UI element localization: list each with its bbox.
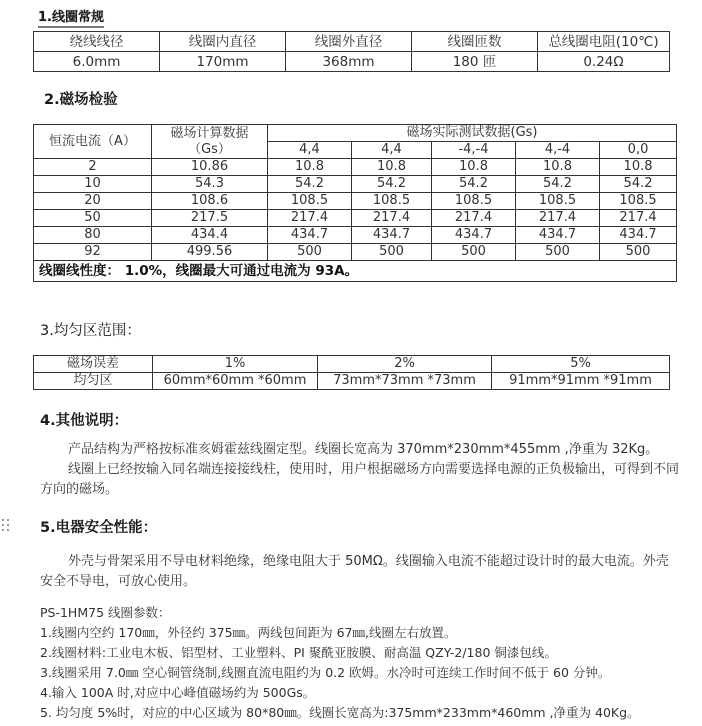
position-cell: 0,0 (600, 142, 677, 159)
current-cell: 92 (34, 244, 152, 261)
measured-cell: 434.7 (600, 227, 677, 244)
measured-cell: 434.7 (352, 227, 432, 244)
position-cell: -4,-4 (432, 142, 516, 159)
measured-cell: 217.4 (432, 210, 516, 227)
section1-title: 1.线圈常规 (38, 6, 104, 28)
value-cell: 368mm (286, 52, 412, 72)
paragraph: 产品结构为严格按标准亥姆霍兹线圈定型。线圈长宽高为 370mm*230mm*455mm ,净重为 32Kg。 (68, 442, 659, 457)
current-cell: 80 (34, 227, 152, 244)
value-cell: 180 匝 (412, 52, 538, 72)
uniform-zone-table (33, 355, 670, 390)
spec-line: 4.输入 100A 时,对应中心峰值磁场约为 500Gs。 (40, 685, 316, 700)
measured-cell: 217.4 (352, 210, 432, 227)
measured-cell: 108.5 (600, 193, 677, 210)
table-row (34, 52, 670, 72)
measured-cell: 10.8 (516, 159, 600, 176)
position-cell: 4,4 (352, 142, 432, 159)
calc-cell: 499.56 (152, 244, 268, 261)
measured-cell: 10.8 (600, 159, 677, 176)
measured-cell: 108.5 (352, 193, 432, 210)
zone-cell: 73mm*73mm *73mm (318, 373, 492, 390)
measured-cell: 10.8 (432, 159, 516, 176)
position-cell: 4,4 (268, 142, 352, 159)
calc-cell: 54.3 (152, 176, 268, 193)
header-cell: 线圈匝数 (412, 32, 538, 52)
error-cell: 2% (318, 356, 492, 373)
measured-cell: 10.8 (352, 159, 432, 176)
measured-cell: 217.4 (600, 210, 677, 227)
table-header-row (34, 125, 677, 142)
section2-title: 2.磁场检验 (44, 92, 118, 108)
calc-cell: 108.6 (152, 193, 268, 210)
value-cell: 170mm (160, 52, 286, 72)
table-row (34, 210, 677, 227)
table-row (34, 227, 677, 244)
spec-line: 1.线圈内空约 170㎜，外径约 375㎜。两线包间距为 67㎜,线圈左右放置。 (40, 625, 457, 640)
measured-cell: 500 (432, 244, 516, 261)
error-cell: 5% (492, 356, 670, 373)
header-cell: 线圈外直径 (286, 32, 412, 52)
measured-cell: 54.2 (600, 176, 677, 193)
magnetic-field-table (33, 124, 677, 282)
section5-title: 5.电器安全性能： (40, 520, 158, 536)
table-row (34, 193, 677, 210)
current-cell: 20 (34, 193, 152, 210)
measured-cell: 217.4 (516, 210, 600, 227)
header-calc: 磁场计算数据（Gs） (152, 125, 268, 159)
measured-cell: 500 (268, 244, 352, 261)
current-cell: 10 (34, 176, 152, 193)
measured-cell: 108.5 (516, 193, 600, 210)
measured-cell: 54.2 (268, 176, 352, 193)
section3-title: 3.均匀区范围： (40, 323, 141, 339)
spec-line: 5. 均匀度 5%时，对应的中心区域为 80*80㎜。线圈长宽高为:375mm*233mm*460mm ,净重为 40Kg。 (40, 705, 640, 720)
table-header-row (34, 32, 670, 52)
measured-cell: 54.2 (352, 176, 432, 193)
measured-cell: 54.2 (432, 176, 516, 193)
row-label: 均匀区 (34, 373, 153, 390)
measured-cell: 108.5 (432, 193, 516, 210)
row-label: 磁场误差 (34, 356, 153, 373)
coil-spec-table (33, 31, 670, 72)
measured-cell: 10.8 (268, 159, 352, 176)
table-row (34, 373, 670, 390)
header-cell: 绕线线径 (34, 32, 160, 52)
measured-cell: 434.7 (268, 227, 352, 244)
paragraph: 线圈上已经按输入同名端连接接线柱，使用时，用户根据磁场方向需要选择电源的正负极输出，可得到不同方向的磁场。 (40, 462, 680, 497)
measured-cell: 54.2 (516, 176, 600, 193)
linearity-note: 线圈线性度： 1.0%，线圈最大可通过电流为 93A。 (34, 261, 677, 282)
value-cell: 6.0mm (34, 52, 160, 72)
measured-cell: 434.7 (432, 227, 516, 244)
table-row (34, 176, 677, 193)
measured-cell: 500 (352, 244, 432, 261)
calc-cell: 217.5 (152, 210, 268, 227)
header-measured: 磁场实际测试数据(Gs) (268, 125, 677, 142)
paragraph: 外壳与骨架采用不导电材料绝缘，绝缘电阻大于 50MΩ。线圈输入电流不能超过设计时的最大电流。外壳安全不导电，可放心使用。 (40, 554, 669, 589)
measured-cell: 500 (600, 244, 677, 261)
section4-title: 4.其他说明： (40, 413, 129, 429)
measured-cell: 217.4 (268, 210, 352, 227)
table-row (34, 244, 677, 261)
current-cell: 50 (34, 210, 152, 227)
table-row (34, 159, 677, 176)
spec-line: 2.线圈材料:工业电木板、铝型材、工业塑料、PI 聚酰亚胺膜、耐高温 QZY-2/180 铜漆包线。 (40, 645, 557, 660)
value-cell: 0.24Ω (538, 52, 670, 72)
position-cell: 4,-4 (516, 142, 600, 159)
specs-list (40, 623, 640, 723)
drag-handle-icon[interactable] (2, 519, 12, 533)
calc-cell: 10.86 (152, 159, 268, 176)
table-row (34, 356, 670, 373)
zone-cell: 91mm*91mm *91mm (492, 373, 670, 390)
measured-cell: 108.5 (268, 193, 352, 210)
current-cell: 2 (34, 159, 152, 176)
measured-cell: 434.7 (516, 227, 600, 244)
measured-cell: 500 (516, 244, 600, 261)
spec-line: 3.线圈采用 7.0㎜ 空心铜管绕制,线圈直流电阻约为 0.2 欧姆。水冷时可连续工作时间不低于 60 分钟。 (40, 665, 611, 680)
header-cell: 线圈内直径 (160, 32, 286, 52)
calc-cell: 434.4 (152, 227, 268, 244)
header-cell: 总线圈电阻(10℃) (538, 32, 670, 52)
header-current: 恒流电流（A） (34, 125, 152, 159)
zone-cell: 60mm*60mm *60mm (153, 373, 318, 390)
error-cell: 1% (153, 356, 318, 373)
specs-title: PS-1HM75 线圈参数： (40, 605, 171, 620)
note-row (34, 261, 677, 282)
